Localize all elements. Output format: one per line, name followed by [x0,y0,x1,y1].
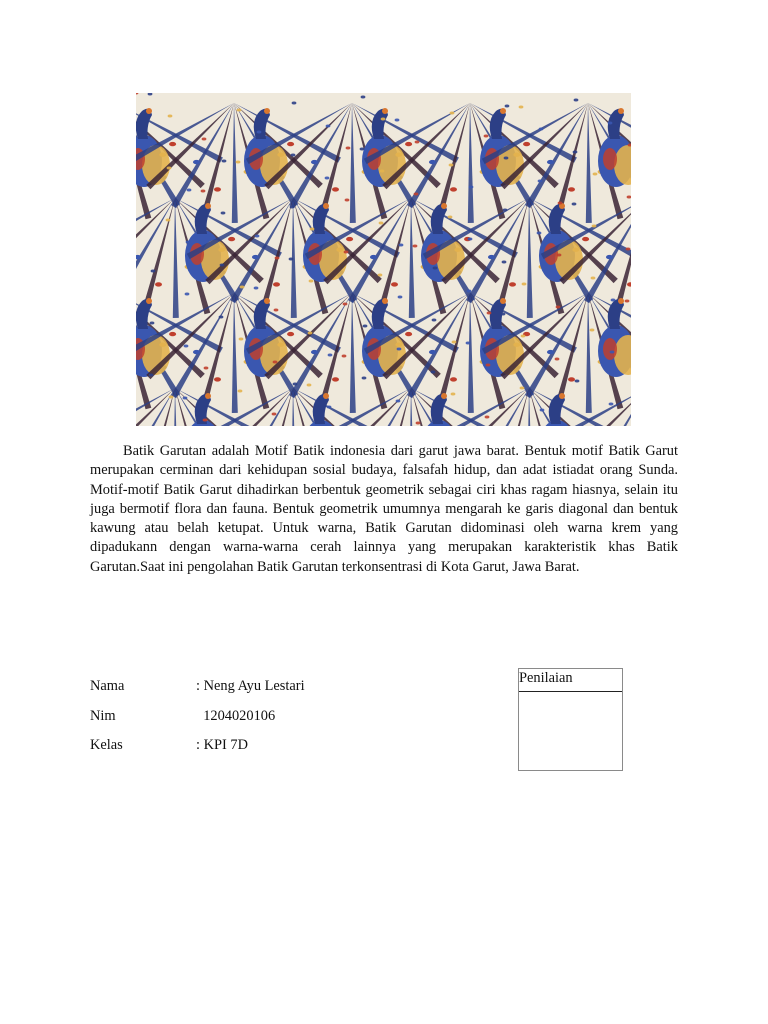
nim-label: Nim [90,708,116,724]
kelas-label: Kelas [90,737,123,753]
nama-label: Nama [90,678,125,694]
description-paragraph: Batik Garutan adalah Motif Batik indonesia dari garut jawa barat. Bentuk motif Batik Garut merupakan cerminan dari kehidupan sosial budaya, falsafah hidup, dan adat istiadat orang Sunda. Motif-motif Batik Garut dihadirkan berbentuk geometrik sebagai ciri khas ragam hiasnya, selain itu juga bermotif flora dan fauna. Bentuk geometrik umumnya mengarah ke garis diagonal dan bentuk kawung atau belah ketupat. Untuk warna, Batik Garutan didominasi oleh warna krem yang dipadukann dengan warna-warna cerah lainnya yang merupakan karakteristik khas Batik Garutan.Saat ini pengolahan Batik Garutan terkonsentrasi di Kota Garut, Jawa Barat. [90,443,678,575]
batik-photo [136,93,631,426]
nama-value: : Neng Ayu Lestari [196,678,305,694]
grade-box [518,668,623,771]
nim-value: 1204020106 [196,708,276,724]
kelas-value: : KPI 7D [196,737,248,753]
grade-box-header: Penilaian [519,669,622,692]
batik-peacock-pattern [136,93,631,426]
